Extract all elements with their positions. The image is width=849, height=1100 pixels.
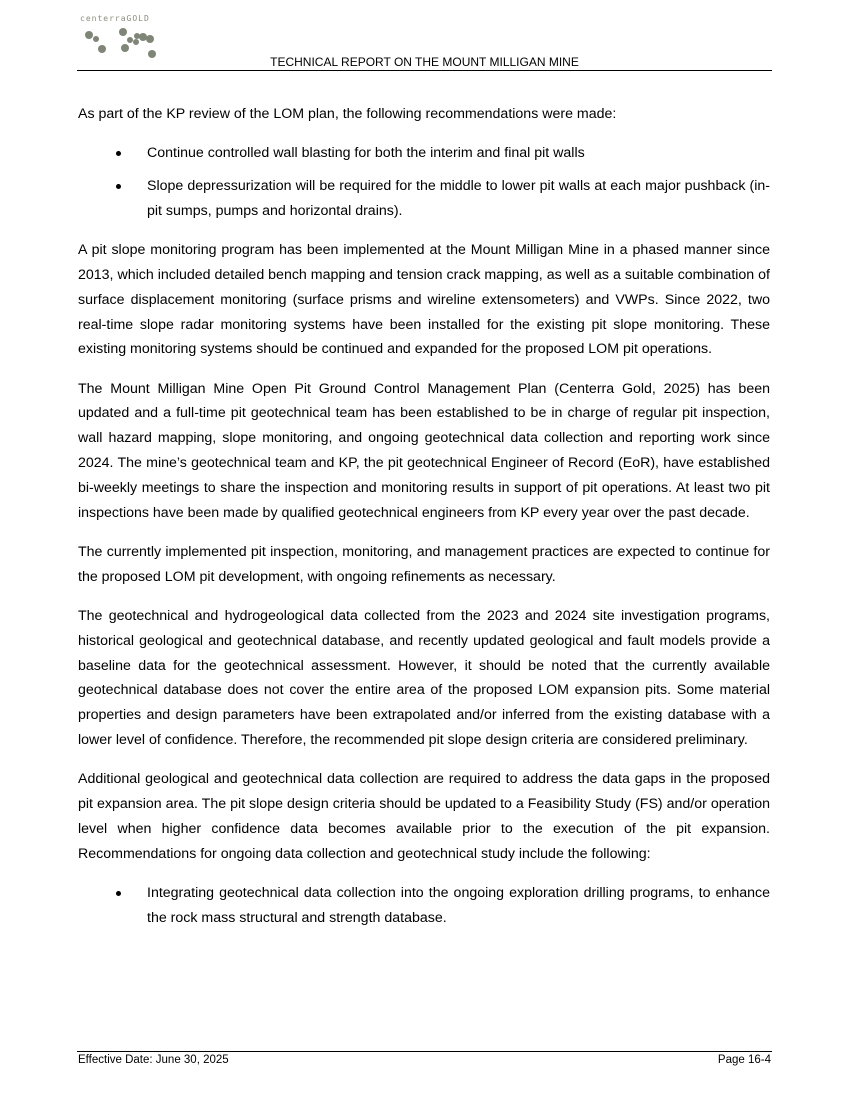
paragraph-data-baseline: The geotechnical and hydrogeological data collected from the 2023 and 2024 site investigation programs, historical geological and geotechnical database, and recently updated geological and fault models provide a baseline data for the geotechnical assessment. However, it should be noted that the currently available geotechnical database does not cover the entire area of the proposed LOM expansion pits. Some material properties and design parameters have been extrapolated and/or inferred from the existing database with a lower level of confidence. Therefore, the recommended pit slope design criteria are considered preliminary.: [78, 608, 770, 749]
list-item: Continue controlled wall blasting for both the interim and final pit walls: [78, 141, 770, 166]
list-item: Integrating geotechnical data collection into the ongoing exploration drilling programs, to enhance the rock mass structural and strength database.: [78, 881, 770, 931]
data-collection-list: [78, 881, 770, 931]
list-item: Slope depressurization will be required for the middle to lower pit walls at each major pushback (in-pit sumps, pumps and horizontal drains).: [78, 174, 770, 224]
report-header-title: TECHNICAL REPORT ON THE MOUNT MILLIGAN MINE: [270, 55, 579, 69]
logo-wordmark: centerraGOLD: [80, 14, 150, 23]
header-divider: [77, 70, 772, 71]
paragraph-monitoring-program: A pit slope monitoring program has been implemented at the Mount Milligan Mine in a phased manner since 2013, which included detailed bench mapping and tension crack mapping, as well as a suitable combination of surface displacement monitoring (surface prisms and wireline extensometers) and VWPs. Since 2022, two real-time slope radar monitoring systems have been installed for the existing pit slope monitoring. These existing monitoring systems should be continued and expanded for the proposed LOM pit operations.: [78, 242, 770, 358]
page-number: Page 16-4: [717, 1054, 771, 1066]
report-body: [78, 102, 770, 945]
paragraph-ground-control-plan: The Mount Milligan Mine Open Pit Ground Control Management Plan (Centerra Gold, 2025) has been updated and a full-time pit geotechnical team has been established to be in charge of regular pit inspection, wall hazard mapping, slope monitoring, and ongoing geotechnical data collection and reporting work since 2024. The mine’s geotechnical team and KP, the pit geotechnical Engineer of Record (EoR), have established bi-weekly meetings to share the inspection and monitoring results in support of pit operations. At least two pit inspections have been made by qualified geotechnical engineers from KP every year over the past decade.: [78, 380, 770, 521]
paragraph-additional-data: Additional geological and geotechnical data collection are required to address the data gaps in the proposed pit expansion area. The pit slope design criteria should be updated to a Feasibility Study (FS) and/or operation level when higher confidence data becomes available prior to the execution of the pit expansion. Recommendations for ongoing data collection and geotechnical study include the following:: [78, 771, 770, 862]
paragraph-current-practices: The currently implemented pit inspection, monitoring, and management practices are expected to continue for the proposed LOM pit development, with ongoing refinements as necessary.: [78, 543, 770, 585]
effective-date: Effective Date: June 30, 2025: [78, 1054, 229, 1066]
footer-divider: [77, 1051, 772, 1052]
recommendations-list: [78, 141, 770, 223]
bullet-dot-icon: [116, 184, 121, 189]
bullet-dot-icon: [116, 151, 121, 156]
intro-paragraph: As part of the KP review of the LOM plan, the following recommendations were made:: [78, 106, 617, 122]
bullet-dot-icon: [116, 891, 121, 896]
